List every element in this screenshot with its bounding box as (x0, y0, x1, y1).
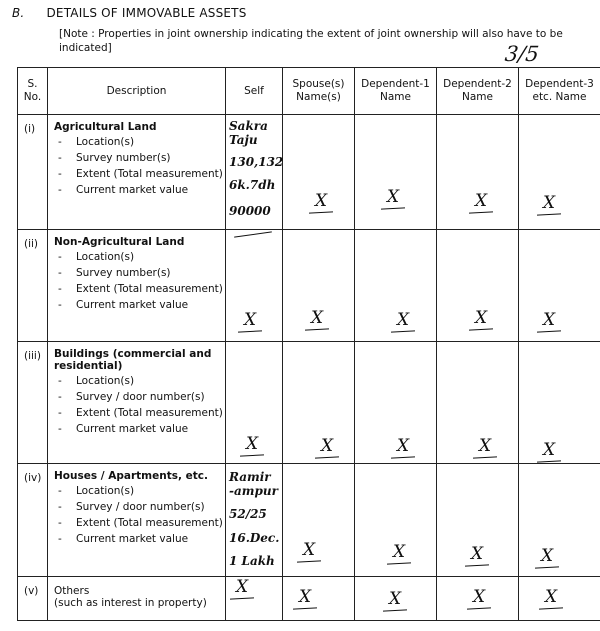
cross-mark: X (397, 310, 410, 330)
table-row (18, 342, 600, 464)
table-row (18, 577, 600, 621)
handwritten-location: Ramir (229, 470, 271, 484)
item-note: (such as interest in property) (54, 597, 207, 609)
item-location: - Location(s) (54, 136, 223, 149)
handwritten-location: -ampur (229, 484, 278, 498)
item-value: - Current market value (54, 533, 223, 546)
table-row (18, 230, 600, 342)
cross-mark: X (543, 310, 556, 330)
item-extent: - Extent (Total measurement) (54, 283, 223, 296)
spouse-cell (283, 464, 355, 577)
cross-mark: X (479, 436, 492, 456)
header-dependent-2: Dependent-2 Name (437, 68, 519, 115)
row-description (48, 115, 226, 230)
row-number: (iii) (18, 342, 48, 464)
cross-mark: X (299, 587, 312, 607)
cross-mark: X (387, 187, 400, 207)
dependent-2-cell (437, 577, 519, 621)
handwritten-location: Sakra (229, 119, 268, 133)
section-marker: B. (12, 6, 25, 20)
row-number: (i) (18, 115, 48, 230)
cross-mark: X (236, 577, 249, 597)
item-survey: - Survey number(s) (54, 152, 223, 165)
header-dependent-1: Dependent-1 Name (355, 68, 437, 115)
category-label: Others (54, 585, 90, 597)
cross-mark: X (471, 544, 484, 564)
cross-mark: X (543, 440, 556, 460)
spouse-cell (283, 230, 355, 342)
cross-mark: X (311, 308, 324, 328)
handwritten-location: Taju (229, 133, 258, 147)
item-extent: - Extent (Total measurement) (54, 407, 223, 420)
row-description (48, 464, 226, 577)
cross-mark: X (315, 191, 328, 211)
dependent-3-cell (519, 342, 600, 464)
section-header (12, 6, 247, 20)
section-title: DETAILS OF IMMOVABLE ASSETS (46, 6, 247, 20)
cross-mark: X (397, 436, 410, 456)
item-location: - Location(s) (54, 485, 223, 498)
category-label: Agricultural Land (54, 121, 157, 133)
header-sno: S. No. (18, 68, 48, 115)
category-label: Buildings (commercial and residential) (54, 348, 212, 372)
cross-mark: X (321, 436, 334, 456)
item-survey: - Survey number(s) (54, 267, 223, 280)
handwritten-value: 90000 (229, 204, 271, 218)
handwritten-value: 1 Lakh (229, 554, 275, 568)
row-number: (v) (18, 577, 48, 621)
item-value: - Current market value (54, 423, 223, 436)
item-location: - Location(s) (54, 251, 223, 264)
handwritten-survey: 130,132 (229, 155, 284, 169)
self-cell (226, 577, 283, 621)
spouse-cell (283, 577, 355, 621)
category-label: Houses / Apartments, etc. (54, 470, 208, 482)
table-header-row (18, 68, 600, 115)
item-location: - Location(s) (54, 375, 223, 388)
cross-mark: X (543, 193, 556, 213)
row-description (48, 230, 226, 342)
self-cell (226, 464, 283, 577)
dependent-2-cell (437, 464, 519, 577)
dependent-3-cell (519, 230, 600, 342)
cross-mark: X (389, 589, 402, 609)
self-cell (226, 230, 283, 342)
category-label: Non-Agricultural Land (54, 236, 185, 248)
cross-mark: X (545, 587, 558, 607)
spouse-cell (283, 342, 355, 464)
handwritten-extent: 16.Dec. (229, 531, 280, 545)
item-survey: - Survey / door number(s) (54, 501, 223, 514)
dash-stroke (234, 231, 272, 237)
cross-mark: X (303, 540, 316, 560)
cross-mark: X (244, 310, 257, 330)
cross-mark: X (475, 191, 488, 211)
row-description (48, 342, 226, 464)
dependent-1-cell (355, 342, 437, 464)
item-survey: - Survey / door number(s) (54, 391, 223, 404)
item-value: - Current market value (54, 184, 223, 197)
header-spouse: Spouse(s) Name(s) (283, 68, 355, 115)
dependent-3-cell (519, 464, 600, 577)
dependent-1-cell (355, 577, 437, 621)
dependent-2-cell (437, 115, 519, 230)
header-dependent-3: Dependent-3 etc. Name (519, 68, 600, 115)
dependent-1-cell (355, 115, 437, 230)
item-extent: - Extent (Total measurement) (54, 517, 223, 530)
row-number: (iv) (18, 464, 48, 577)
item-extent: - Extent (Total measurement) (54, 168, 223, 181)
table-row (18, 115, 600, 230)
cross-mark: X (246, 434, 259, 454)
cross-mark: X (475, 308, 488, 328)
cross-mark: X (541, 546, 554, 566)
cross-mark: X (393, 542, 406, 562)
item-value: - Current market value (54, 299, 223, 312)
row-number: (ii) (18, 230, 48, 342)
row-description (48, 577, 226, 621)
self-cell (226, 115, 283, 230)
page-number: 3/5 (503, 42, 541, 66)
spouse-cell (283, 115, 355, 230)
dependent-2-cell (437, 230, 519, 342)
header-description: Description (48, 68, 226, 115)
dependent-2-cell (437, 342, 519, 464)
dependent-1-cell (355, 230, 437, 342)
immovable-assets-table (17, 67, 600, 621)
table-row (18, 464, 600, 577)
cross-mark: X (473, 587, 486, 607)
self-cell (226, 342, 283, 464)
header-self: Self (226, 68, 283, 115)
dependent-3-cell (519, 577, 600, 621)
handwritten-survey: 52/25 (229, 507, 267, 521)
handwritten-extent: 6k.7dh (229, 178, 276, 192)
dependent-1-cell (355, 464, 437, 577)
note-text: [Note : Properties in joint ownership indicating the extent of joint ownership will also have to be indicated] (59, 28, 563, 54)
dependent-3-cell (519, 115, 600, 230)
